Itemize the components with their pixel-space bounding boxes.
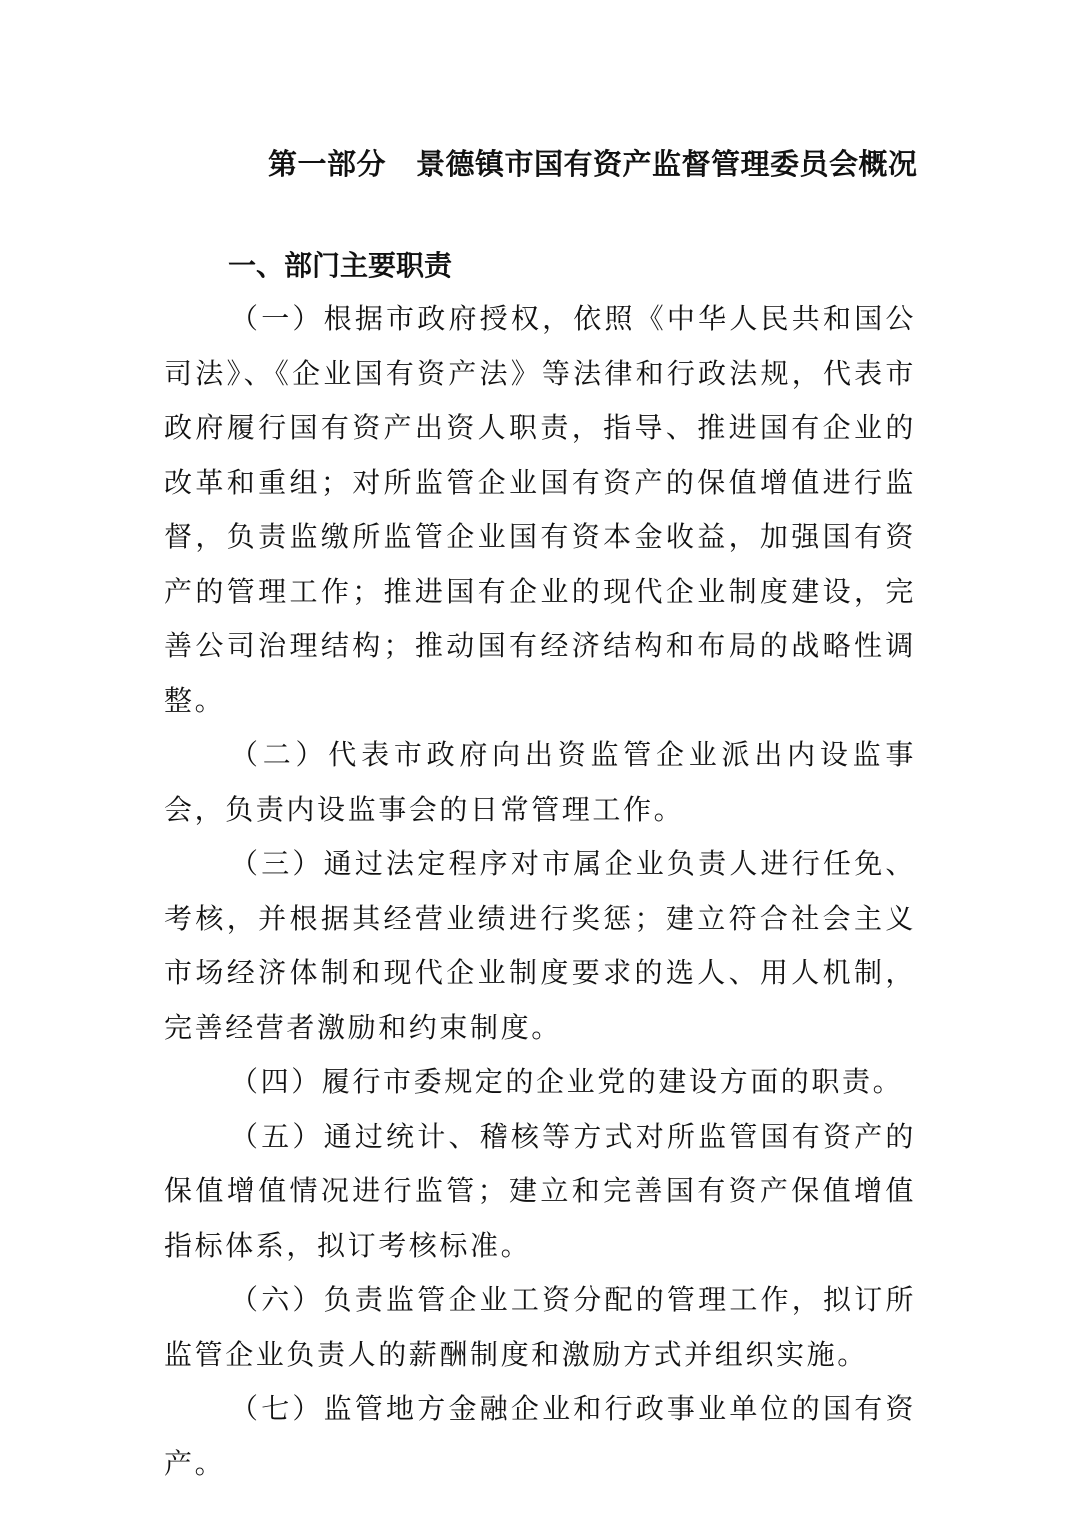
duties-body: [164, 292, 916, 1491]
part-title-text: 景德镇市国有资产监督管理委员会概况: [416, 147, 918, 181]
part-label: 第一部分: [268, 147, 387, 181]
duty-paragraph-7: （七）监管地方金融企业和行政事业单位的国有资产。: [164, 1392, 916, 1480]
part-title: [268, 140, 1028, 188]
duty-paragraph-5: （五）通过统计、稽核等方式对所监管国有资产的保值增值情况进行监管；建立和完善国有资产保值增值指标体系，拟订考核标准。: [164, 1119, 916, 1262]
duty-paragraph-6: （六）负责监管企业工资分配的管理工作，拟订所监管企业负责人的薪酬制度和激励方式并组织实施。: [164, 1283, 916, 1371]
duty-paragraph-3: （三）通过法定程序对市属企业负责人进行任免、考核，并根据其经营业绩进行奖惩；建立符合社会主义市场经济体制和现代企业制度要求的选人、用人机制，完善经营者激励和约束制度。: [164, 847, 916, 1044]
duty-paragraph-4: （四）履行市委规定的企业党的建设方面的职责。: [230, 1065, 904, 1098]
section-heading: 一、部门主要职责: [228, 249, 453, 282]
duty-paragraph-2: （二）代表市政府向出资监管企业派出内设监事会，负责内设监事会的日常管理工作。: [164, 738, 916, 826]
duty-paragraph-1: （一）根据市政府授权，依照《中华人民共和国公司法》、《企业国有资产法》等法律和行政法规，代表市政府履行国有资产出资人职责，指导、推进国有企业的改革和重组；对所监管企业国有资产的保值增值进行监督，负责监缴所监管企业国有资本金收益，加强国有资产的管理工作；推进国有企业的现代企业制度建设，完善公司治理结构；推动国有经济结构和布局的战略性调整。: [164, 302, 916, 717]
